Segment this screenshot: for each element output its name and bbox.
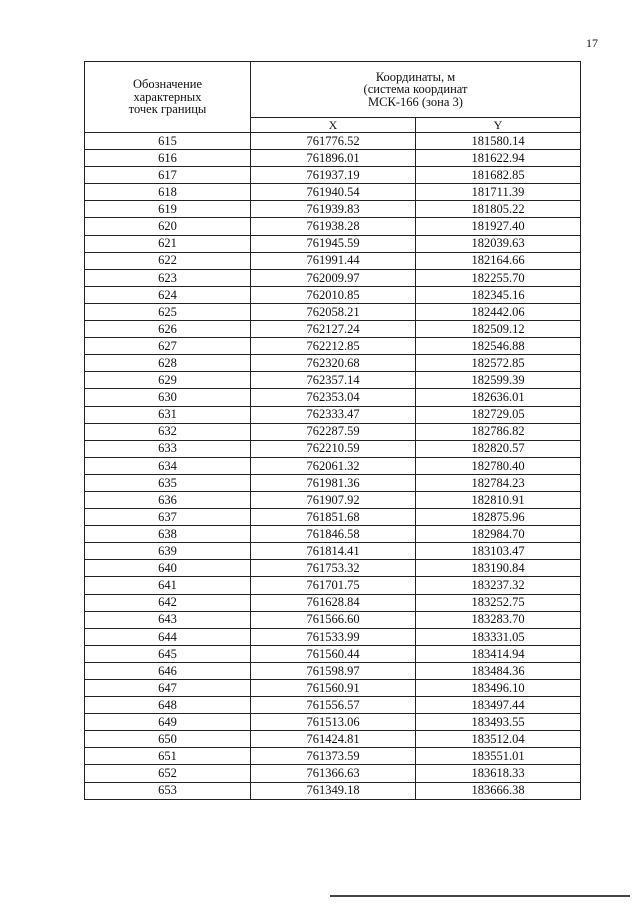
table-row [85, 286, 581, 303]
y-coordinate-cell: 182509.12 [416, 321, 581, 338]
x-coordinate-cell: 761628.84 [251, 594, 416, 611]
header-coords-line: МСК-166 (зона 3) [368, 94, 463, 109]
footer-divider [330, 895, 630, 897]
y-coordinate-cell: 182780.40 [416, 457, 581, 474]
point-number-cell: 639 [85, 543, 251, 560]
point-number-cell: 619 [85, 201, 251, 218]
point-number-cell: 644 [85, 628, 251, 645]
y-coordinate-cell: 183237.32 [416, 577, 581, 594]
y-coordinate-cell: 183252.75 [416, 594, 581, 611]
y-coordinate-cell: 181580.14 [416, 133, 581, 150]
y-coordinate-cell: 182599.39 [416, 372, 581, 389]
table-row [85, 457, 581, 474]
x-coordinate-cell: 761851.68 [251, 509, 416, 526]
y-coordinate-cell: 182442.06 [416, 303, 581, 320]
table-row [85, 697, 581, 714]
table-row [85, 201, 581, 218]
x-coordinate-cell: 761991.44 [251, 252, 416, 269]
table-row [85, 235, 581, 252]
x-coordinate-cell: 762010.85 [251, 286, 416, 303]
y-coordinate-cell: 182039.63 [416, 235, 581, 252]
y-coordinate-cell: 183414.94 [416, 645, 581, 662]
point-number-cell: 620 [85, 218, 251, 235]
point-number-cell: 643 [85, 611, 251, 628]
table-row [85, 748, 581, 765]
point-number-cell: 646 [85, 662, 251, 679]
x-coordinate-cell: 761937.19 [251, 167, 416, 184]
point-number-cell: 627 [85, 338, 251, 355]
y-coordinate-cell: 183493.55 [416, 714, 581, 731]
y-coordinate-cell: 183496.10 [416, 680, 581, 697]
point-number-cell: 638 [85, 526, 251, 543]
y-coordinate-cell: 183331.05 [416, 628, 581, 645]
point-number-cell: 640 [85, 560, 251, 577]
y-coordinate-cell: 182345.16 [416, 286, 581, 303]
x-coordinate-cell: 762333.47 [251, 406, 416, 423]
point-number-cell: 633 [85, 440, 251, 457]
x-coordinate-cell: 761533.99 [251, 628, 416, 645]
x-coordinate-cell: 761753.32 [251, 560, 416, 577]
point-number-cell: 642 [85, 594, 251, 611]
point-number-cell: 650 [85, 731, 251, 748]
x-coordinate-cell: 762058.21 [251, 303, 416, 320]
table-row [85, 628, 581, 645]
point-number-cell: 635 [85, 474, 251, 491]
table-row [85, 594, 581, 611]
point-number-cell: 624 [85, 286, 251, 303]
point-number-cell: 648 [85, 697, 251, 714]
x-coordinate-cell: 762357.14 [251, 372, 416, 389]
y-coordinate-cell: 183666.38 [416, 782, 581, 799]
y-coordinate-cell: 182636.01 [416, 389, 581, 406]
table-row [85, 252, 581, 269]
point-number-cell: 616 [85, 150, 251, 167]
x-coordinate-cell: 761907.92 [251, 491, 416, 508]
x-coordinate-cell: 761560.44 [251, 645, 416, 662]
x-coordinate-cell: 761556.57 [251, 697, 416, 714]
point-designation-header [85, 62, 251, 133]
table-row [85, 338, 581, 355]
point-number-cell: 628 [85, 355, 251, 372]
table-row [85, 218, 581, 235]
header-point-line: точек границы [128, 102, 207, 117]
x-coordinate-cell: 761424.81 [251, 731, 416, 748]
point-number-cell: 632 [85, 423, 251, 440]
x-coordinate-cell: 761846.58 [251, 526, 416, 543]
x-coordinate-cell: 761938.28 [251, 218, 416, 235]
x-coordinate-cell: 761776.52 [251, 133, 416, 150]
table-row [85, 491, 581, 508]
x-coordinate-cell: 762287.59 [251, 423, 416, 440]
point-number-cell: 621 [85, 235, 251, 252]
x-coordinate-cell: 761373.59 [251, 748, 416, 765]
y-coordinate-cell: 183512.04 [416, 731, 581, 748]
x-coordinate-cell: 761566.60 [251, 611, 416, 628]
coordinates-header [251, 62, 581, 118]
point-number-cell: 622 [85, 252, 251, 269]
point-number-cell: 631 [85, 406, 251, 423]
y-coordinate-cell: 182164.66 [416, 252, 581, 269]
x-coordinate-cell: 761940.54 [251, 184, 416, 201]
y-coordinate-cell: 182729.05 [416, 406, 581, 423]
point-number-cell: 645 [85, 645, 251, 662]
table-row [85, 611, 581, 628]
table-row [85, 269, 581, 286]
y-coordinate-cell: 183190.84 [416, 560, 581, 577]
table-row [85, 645, 581, 662]
x-coordinate-cell: 761513.06 [251, 714, 416, 731]
y-coordinate-cell: 183283.70 [416, 611, 581, 628]
x-coordinate-cell: 761598.97 [251, 662, 416, 679]
table-row [85, 423, 581, 440]
table-row [85, 577, 581, 594]
point-number-cell: 626 [85, 321, 251, 338]
y-coordinate-cell: 183103.47 [416, 543, 581, 560]
table-row [85, 714, 581, 731]
y-coordinate-cell: 183497.44 [416, 697, 581, 714]
table-row [85, 406, 581, 423]
table-row [85, 167, 581, 184]
x-coordinate-cell: 761560.91 [251, 680, 416, 697]
y-coordinate-cell: 182786.82 [416, 423, 581, 440]
table-row [85, 150, 581, 167]
header-point-line: Обозначение [132, 77, 203, 92]
x-coordinate-cell: 761945.59 [251, 235, 416, 252]
table-body [85, 133, 581, 800]
y-coordinate-cell: 183551.01 [416, 748, 581, 765]
point-number-cell: 636 [85, 491, 251, 508]
table-row [85, 560, 581, 577]
point-number-cell: 652 [85, 765, 251, 782]
column-x-header: X [251, 118, 416, 133]
x-coordinate-cell: 761896.01 [251, 150, 416, 167]
point-number-cell: 625 [85, 303, 251, 320]
point-number-cell: 653 [85, 782, 251, 799]
table-row [85, 184, 581, 201]
table-row [85, 303, 581, 320]
point-number-cell: 629 [85, 372, 251, 389]
y-coordinate-cell: 182820.57 [416, 440, 581, 457]
x-coordinate-cell: 761981.36 [251, 474, 416, 491]
point-number-cell: 647 [85, 680, 251, 697]
y-coordinate-cell: 182546.88 [416, 338, 581, 355]
y-coordinate-cell: 182784.23 [416, 474, 581, 491]
table-row [85, 509, 581, 526]
point-number-cell: 617 [85, 167, 251, 184]
page-number: 17 [586, 36, 598, 50]
table-row [85, 355, 581, 372]
table-row [85, 782, 581, 799]
table-row [85, 321, 581, 338]
y-coordinate-cell: 181927.40 [416, 218, 581, 235]
point-number-cell: 618 [85, 184, 251, 201]
point-number-cell: 623 [85, 269, 251, 286]
table-row [85, 662, 581, 679]
table-row [85, 474, 581, 491]
x-coordinate-cell: 762212.85 [251, 338, 416, 355]
header-coords-line: (система координат [363, 82, 468, 97]
y-coordinate-cell: 182572.85 [416, 355, 581, 372]
x-coordinate-cell: 762353.04 [251, 389, 416, 406]
table-row [85, 680, 581, 697]
y-coordinate-cell: 182255.70 [416, 269, 581, 286]
x-coordinate-cell: 762127.24 [251, 321, 416, 338]
y-coordinate-cell: 181805.22 [416, 201, 581, 218]
table-row [85, 765, 581, 782]
column-y-header: Y [416, 118, 581, 133]
x-coordinate-cell: 761366.63 [251, 765, 416, 782]
x-coordinate-cell: 762320.68 [251, 355, 416, 372]
y-coordinate-cell: 181682.85 [416, 167, 581, 184]
table-row [85, 526, 581, 543]
point-number-cell: 651 [85, 748, 251, 765]
point-number-cell: 641 [85, 577, 251, 594]
point-number-cell: 634 [85, 457, 251, 474]
header-coords-line: Координаты, м [375, 69, 456, 84]
y-coordinate-cell: 181622.94 [416, 150, 581, 167]
x-coordinate-cell: 762009.97 [251, 269, 416, 286]
point-number-cell: 637 [85, 509, 251, 526]
header-point-line: характерных [133, 89, 202, 104]
x-coordinate-cell: 761939.83 [251, 201, 416, 218]
table-row [85, 731, 581, 748]
table-row [85, 543, 581, 560]
y-coordinate-cell: 183618.33 [416, 765, 581, 782]
point-number-cell: 615 [85, 133, 251, 150]
y-coordinate-cell: 182875.96 [416, 509, 581, 526]
y-coordinate-cell: 181711.39 [416, 184, 581, 201]
y-coordinate-cell: 182810.91 [416, 491, 581, 508]
table-row [85, 440, 581, 457]
table-row [85, 133, 581, 150]
y-coordinate-cell: 182984.70 [416, 526, 581, 543]
table-row [85, 389, 581, 406]
y-coordinate-cell: 183484.36 [416, 662, 581, 679]
point-number-cell: 630 [85, 389, 251, 406]
x-coordinate-cell: 761701.75 [251, 577, 416, 594]
table-row [85, 372, 581, 389]
coordinates-table [84, 61, 581, 800]
x-coordinate-cell: 761349.18 [251, 782, 416, 799]
x-coordinate-cell: 761814.41 [251, 543, 416, 560]
point-number-cell: 649 [85, 714, 251, 731]
x-coordinate-cell: 762210.59 [251, 440, 416, 457]
x-coordinate-cell: 762061.32 [251, 457, 416, 474]
